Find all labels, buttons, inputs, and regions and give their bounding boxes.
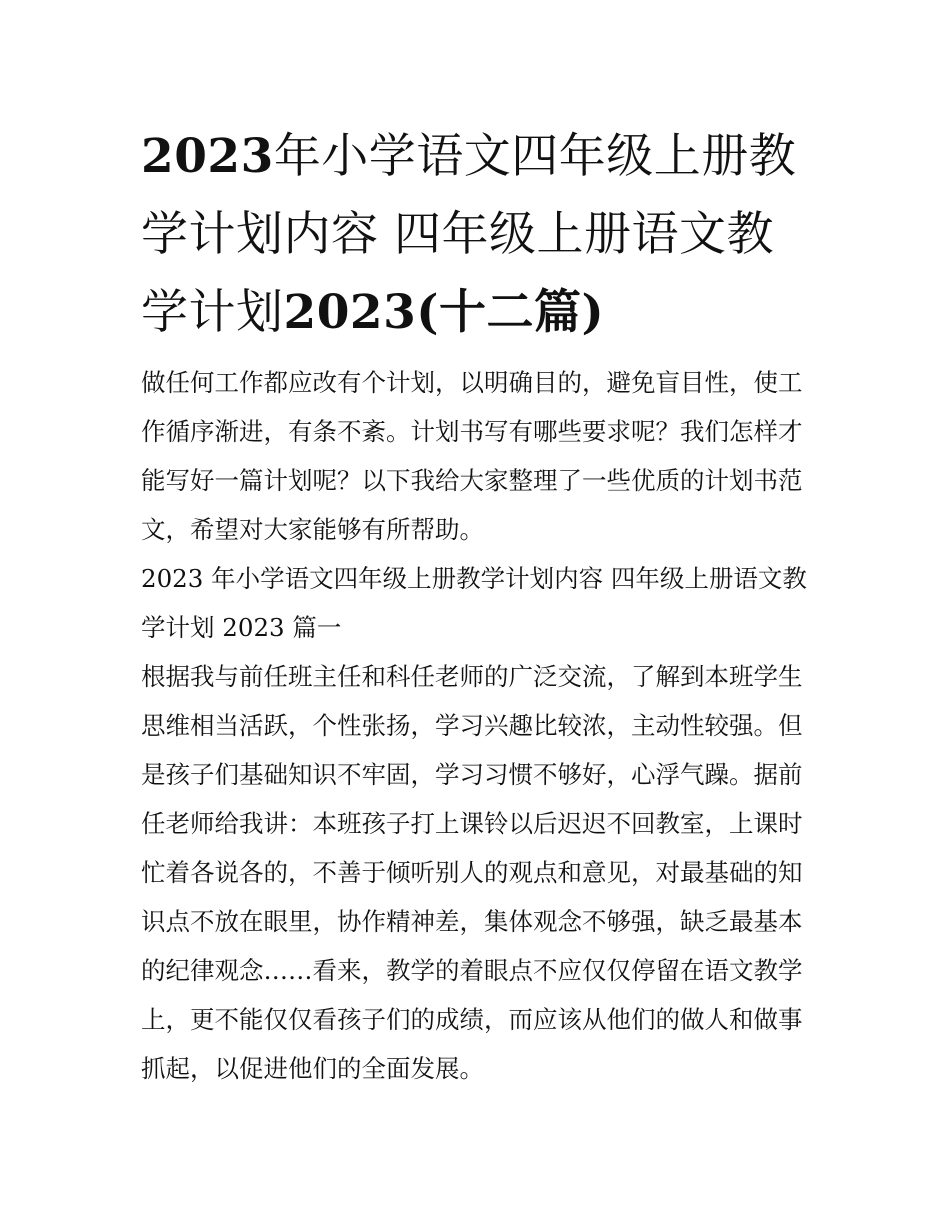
intro-paragraph <box>141 358 813 554</box>
body-line: 忙着各说各的，不善于倾听别人的观点和意见，对最基础的知 <box>141 858 803 887</box>
section-heading-line: 2023 年小学语文四年级上册教学计划内容 四年级上册语文教 <box>141 564 807 593</box>
body-line: 思维相当活跃，个性张扬，学习兴趣比较浓，主动性较强。但 <box>141 711 803 740</box>
body-paragraph <box>141 652 813 1093</box>
title-year: 2023 <box>141 129 274 184</box>
title-line-2: 学计划内容 四年级上册语文教 <box>141 207 774 262</box>
document-title <box>141 118 813 352</box>
body-line: 抓起，以促进他们的全面发展。 <box>141 1054 484 1083</box>
title-line-3: 学计划2023(十二篇) <box>141 285 605 340</box>
body-line: 是孩子们基础知识不牢固，学习习惯不够好，心浮气躁。据前 <box>141 760 803 789</box>
body-line: 任老师给我讲：本班孩子打上课铃以后迟迟不回教室，上课时 <box>141 809 803 838</box>
document-page <box>141 118 813 1093</box>
body-line: 识点不放在眼里，协作精神差，集体观念不够强，缺乏最基本 <box>141 907 803 936</box>
body-line: 的纪律观念……看来，教学的着眼点不应仅仅停留在语文教学 <box>141 956 803 985</box>
intro-line: 能写好一篇计划呢？以下我给大家整理了一些优质的计划书范 <box>141 466 803 495</box>
title-suffix: 2023(十二篇) <box>283 285 605 340</box>
intro-line: 文，希望对大家能够有所帮助。 <box>141 515 484 544</box>
section-heading <box>141 554 813 652</box>
section-heading-line: 学计划 2023 篇一 <box>141 613 342 642</box>
body-line: 根据我与前任班主任和科任老师的广泛交流，了解到本班学生 <box>141 662 803 691</box>
intro-line: 作循序渐进，有条不紊。计划书写有哪些要求呢？我们怎样才 <box>141 417 803 446</box>
body-line: 上，更不能仅仅看孩子们的成绩，而应该从他们的做人和做事 <box>141 1005 803 1034</box>
title-line-1: 2023年小学语文四年级上册教 <box>141 129 797 184</box>
intro-line: 做任何工作都应改有个计划，以明确目的，避免盲目性，使工 <box>141 368 803 397</box>
